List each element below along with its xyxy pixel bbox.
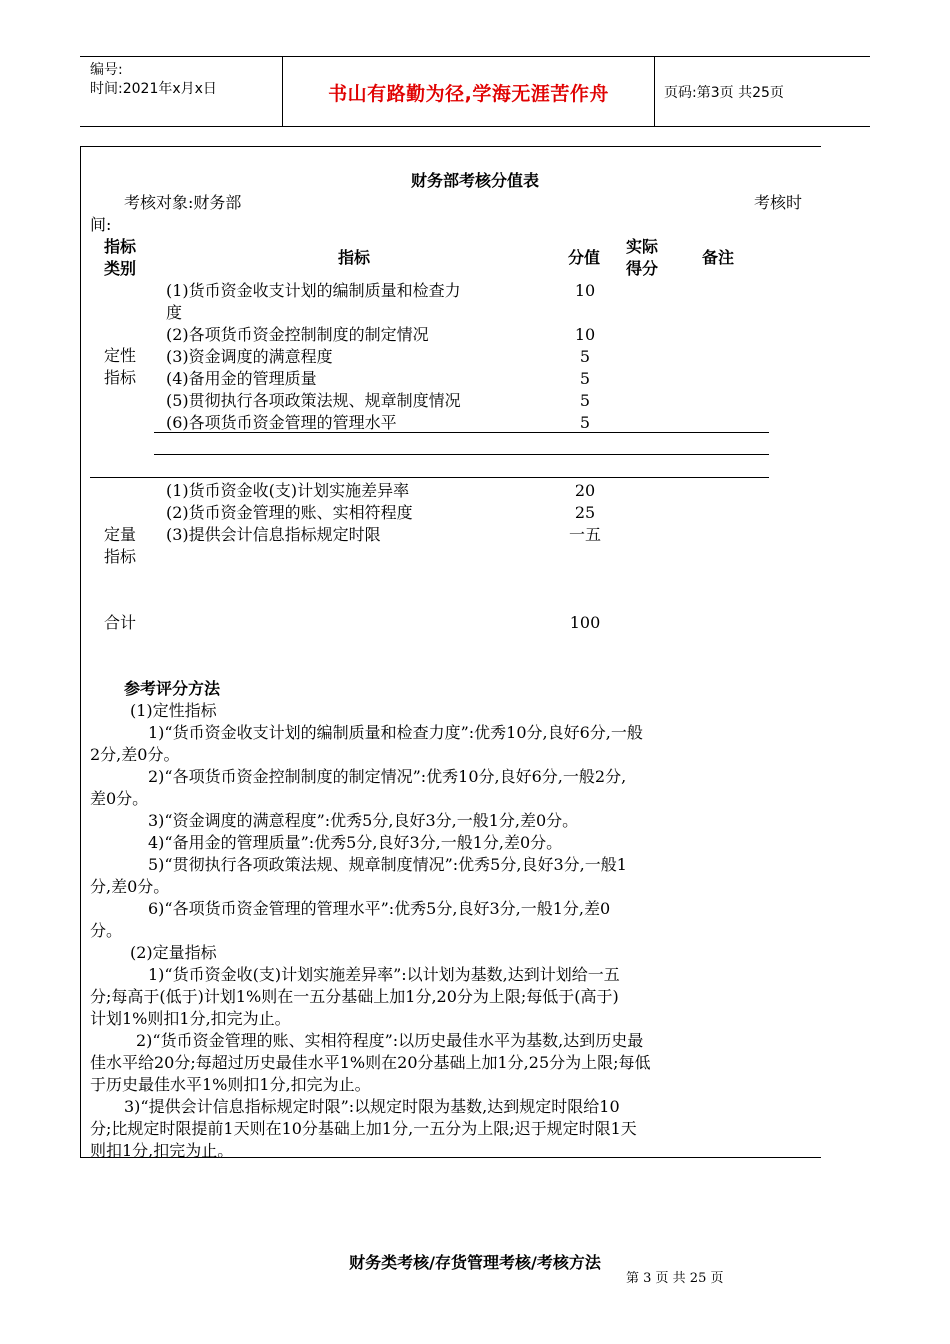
- quant-score-3: 一五: [568, 525, 601, 544]
- qual-score-6: 5: [579, 413, 591, 432]
- quant-rule-1: [90, 964, 816, 1030]
- qual-rule-1: [90, 722, 816, 766]
- assessment-time-label: 考核时: [754, 193, 803, 212]
- rule-line: 分。: [90, 921, 123, 940]
- col-category: [104, 236, 136, 280]
- qual-item-5: (5)贯彻执行各项政策法规、规章制度情况: [166, 391, 461, 410]
- total-score: 100: [569, 613, 601, 632]
- qual-item-2: (2)各项货币资金控制制度的制定情况: [166, 325, 429, 344]
- rule-line: 差0分。: [90, 789, 149, 808]
- method-heading: 参考评分方法: [124, 679, 221, 698]
- qual-rules-heading: (1)定性指标: [130, 701, 217, 720]
- total-label: 合计: [104, 613, 137, 632]
- rule-line: 分,差0分。: [90, 877, 170, 896]
- header-divider: [654, 57, 655, 126]
- page-header: [80, 56, 870, 127]
- quantitative-label: [104, 524, 136, 568]
- doc-title: 财务部考核分值表: [410, 171, 539, 190]
- qual-rule-6: [90, 898, 816, 942]
- qual-score-4: 5: [579, 369, 591, 388]
- qualitative-label: [104, 345, 136, 389]
- rule-line: 2)“货币资金管理的账、实相符程度”:以历史最佳水平为基数,达到历史最: [136, 1031, 644, 1050]
- rule-line: 则扣1分,扣完为止。: [90, 1141, 234, 1160]
- qual-item-3: (3)资金调度的满意程度: [166, 347, 333, 366]
- rule-line: 1)“货币资金收支计划的编制质量和检查力度”:优秀10分,良好6分,一般: [148, 723, 643, 742]
- table-rule: [154, 454, 769, 455]
- qual-rule-5: [90, 854, 816, 898]
- rule-line: 分;比规定时限提前1天则在10分基础上加1分,一五分为上限;迟于规定时限1天: [90, 1119, 637, 1138]
- qual-item-4: (4)备用金的管理质量: [166, 369, 317, 388]
- time-label: 时间:2021年x月x日: [90, 81, 217, 97]
- header-meta: [90, 61, 217, 99]
- rule-line: 3)“资金调度的满意程度”:优秀5分,良好3分,一般1分,差0分。: [148, 811, 579, 830]
- table-rule: [154, 432, 769, 433]
- qual-rule-4: [90, 832, 816, 854]
- col-actual-line2: 得分: [626, 259, 659, 278]
- col-score: 分值: [568, 248, 601, 267]
- qual-item-1-cont: 度: [166, 303, 183, 322]
- quant-item-3: (3)提供会计信息指标规定时限: [166, 525, 381, 544]
- rule-line: 于历史最佳水平1%则扣1分,扣完为止。: [90, 1075, 371, 1094]
- rule-line: 3)“提供会计信息指标规定时限”:以规定时限为基数,达到规定时限给10: [124, 1097, 620, 1116]
- quantitative-label-line1: 定量: [104, 525, 137, 544]
- rule-line: 计划1%则扣1分,扣完为止。: [90, 1009, 291, 1028]
- qual-item-1: (1)货币资金收支计划的编制质量和检查力: [166, 281, 461, 300]
- rule-line: 2分,差0分。: [90, 745, 180, 764]
- col-category-line2: 类别: [104, 259, 137, 278]
- table-rule: [90, 477, 769, 478]
- number-label: 编号:: [90, 62, 123, 78]
- qualitative-label-line1: 定性: [104, 346, 137, 365]
- footer-page: 第 3 页 共 25 页: [626, 1271, 724, 1286]
- header-motto: 书山有路勤为径,学海无涯苦作舟: [328, 83, 609, 105]
- quant-rule-2: [90, 1030, 816, 1096]
- rule-line: 5)“贯彻执行各项政策法规、规章制度情况”:优秀5分,良好3分,一般1: [148, 855, 627, 874]
- col-actual: [626, 236, 658, 280]
- qual-score-3: 5: [579, 347, 591, 366]
- rule-line: 分;每高于(低于)计划1%则在一五分基础上加1分,20分为上限;每低于(高于): [90, 987, 619, 1006]
- qual-score-1: 10: [574, 281, 596, 300]
- qual-rule-3: [90, 810, 816, 832]
- col-remark: 备注: [702, 248, 735, 267]
- col-indicator: 指标: [338, 248, 371, 267]
- qual-score-5: 5: [579, 391, 591, 410]
- rule-line: 佳水平给20分;每超过历史最佳水平1%则在20分基础上加1分,25分为上限;每低: [90, 1053, 651, 1072]
- rule-line: 1)“货币资金收(支)计划实施差异率”:以计划为基数,达到计划给一五: [148, 965, 620, 984]
- rule-line: 6)“各项货币资金管理的管理水平”:优秀5分,良好3分,一般1分,差0: [148, 899, 611, 918]
- quant-rules-heading: (2)定量指标: [130, 943, 217, 962]
- quant-rule-3: [90, 1096, 816, 1162]
- qual-rule-2: [90, 766, 816, 810]
- quant-item-2: (2)货币资金管理的账、实相符程度: [166, 503, 413, 522]
- qual-score-2: 10: [574, 325, 596, 344]
- col-actual-line1: 实际: [626, 237, 659, 256]
- qualitative-label-line2: 指标: [104, 368, 137, 387]
- quant-score-1: 20: [574, 481, 596, 500]
- quant-score-2: 25: [574, 503, 596, 522]
- rule-line: 2)“各项货币资金控制制度的制定情况”:优秀10分,良好6分,一般2分,: [148, 767, 627, 786]
- assessment-time-label-cont: 间:: [90, 215, 112, 234]
- quant-item-1: (1)货币资金收(支)计划实施差异率: [166, 481, 410, 500]
- assessment-object: 考核对象:财务部: [124, 193, 242, 212]
- col-category-line1: 指标: [104, 237, 137, 256]
- quantitative-label-line2: 指标: [104, 547, 137, 566]
- qual-item-6: (6)各项货币资金管理的管理水平: [166, 413, 397, 432]
- footer-keywords: 财务类考核/存货管理考核/考核方法: [349, 1253, 601, 1272]
- rule-line: 4)“备用金的管理质量”:优秀5分,良好3分,一般1分,差0分。: [148, 833, 563, 852]
- header-page-info: 页码:第3页 共25页: [664, 85, 784, 101]
